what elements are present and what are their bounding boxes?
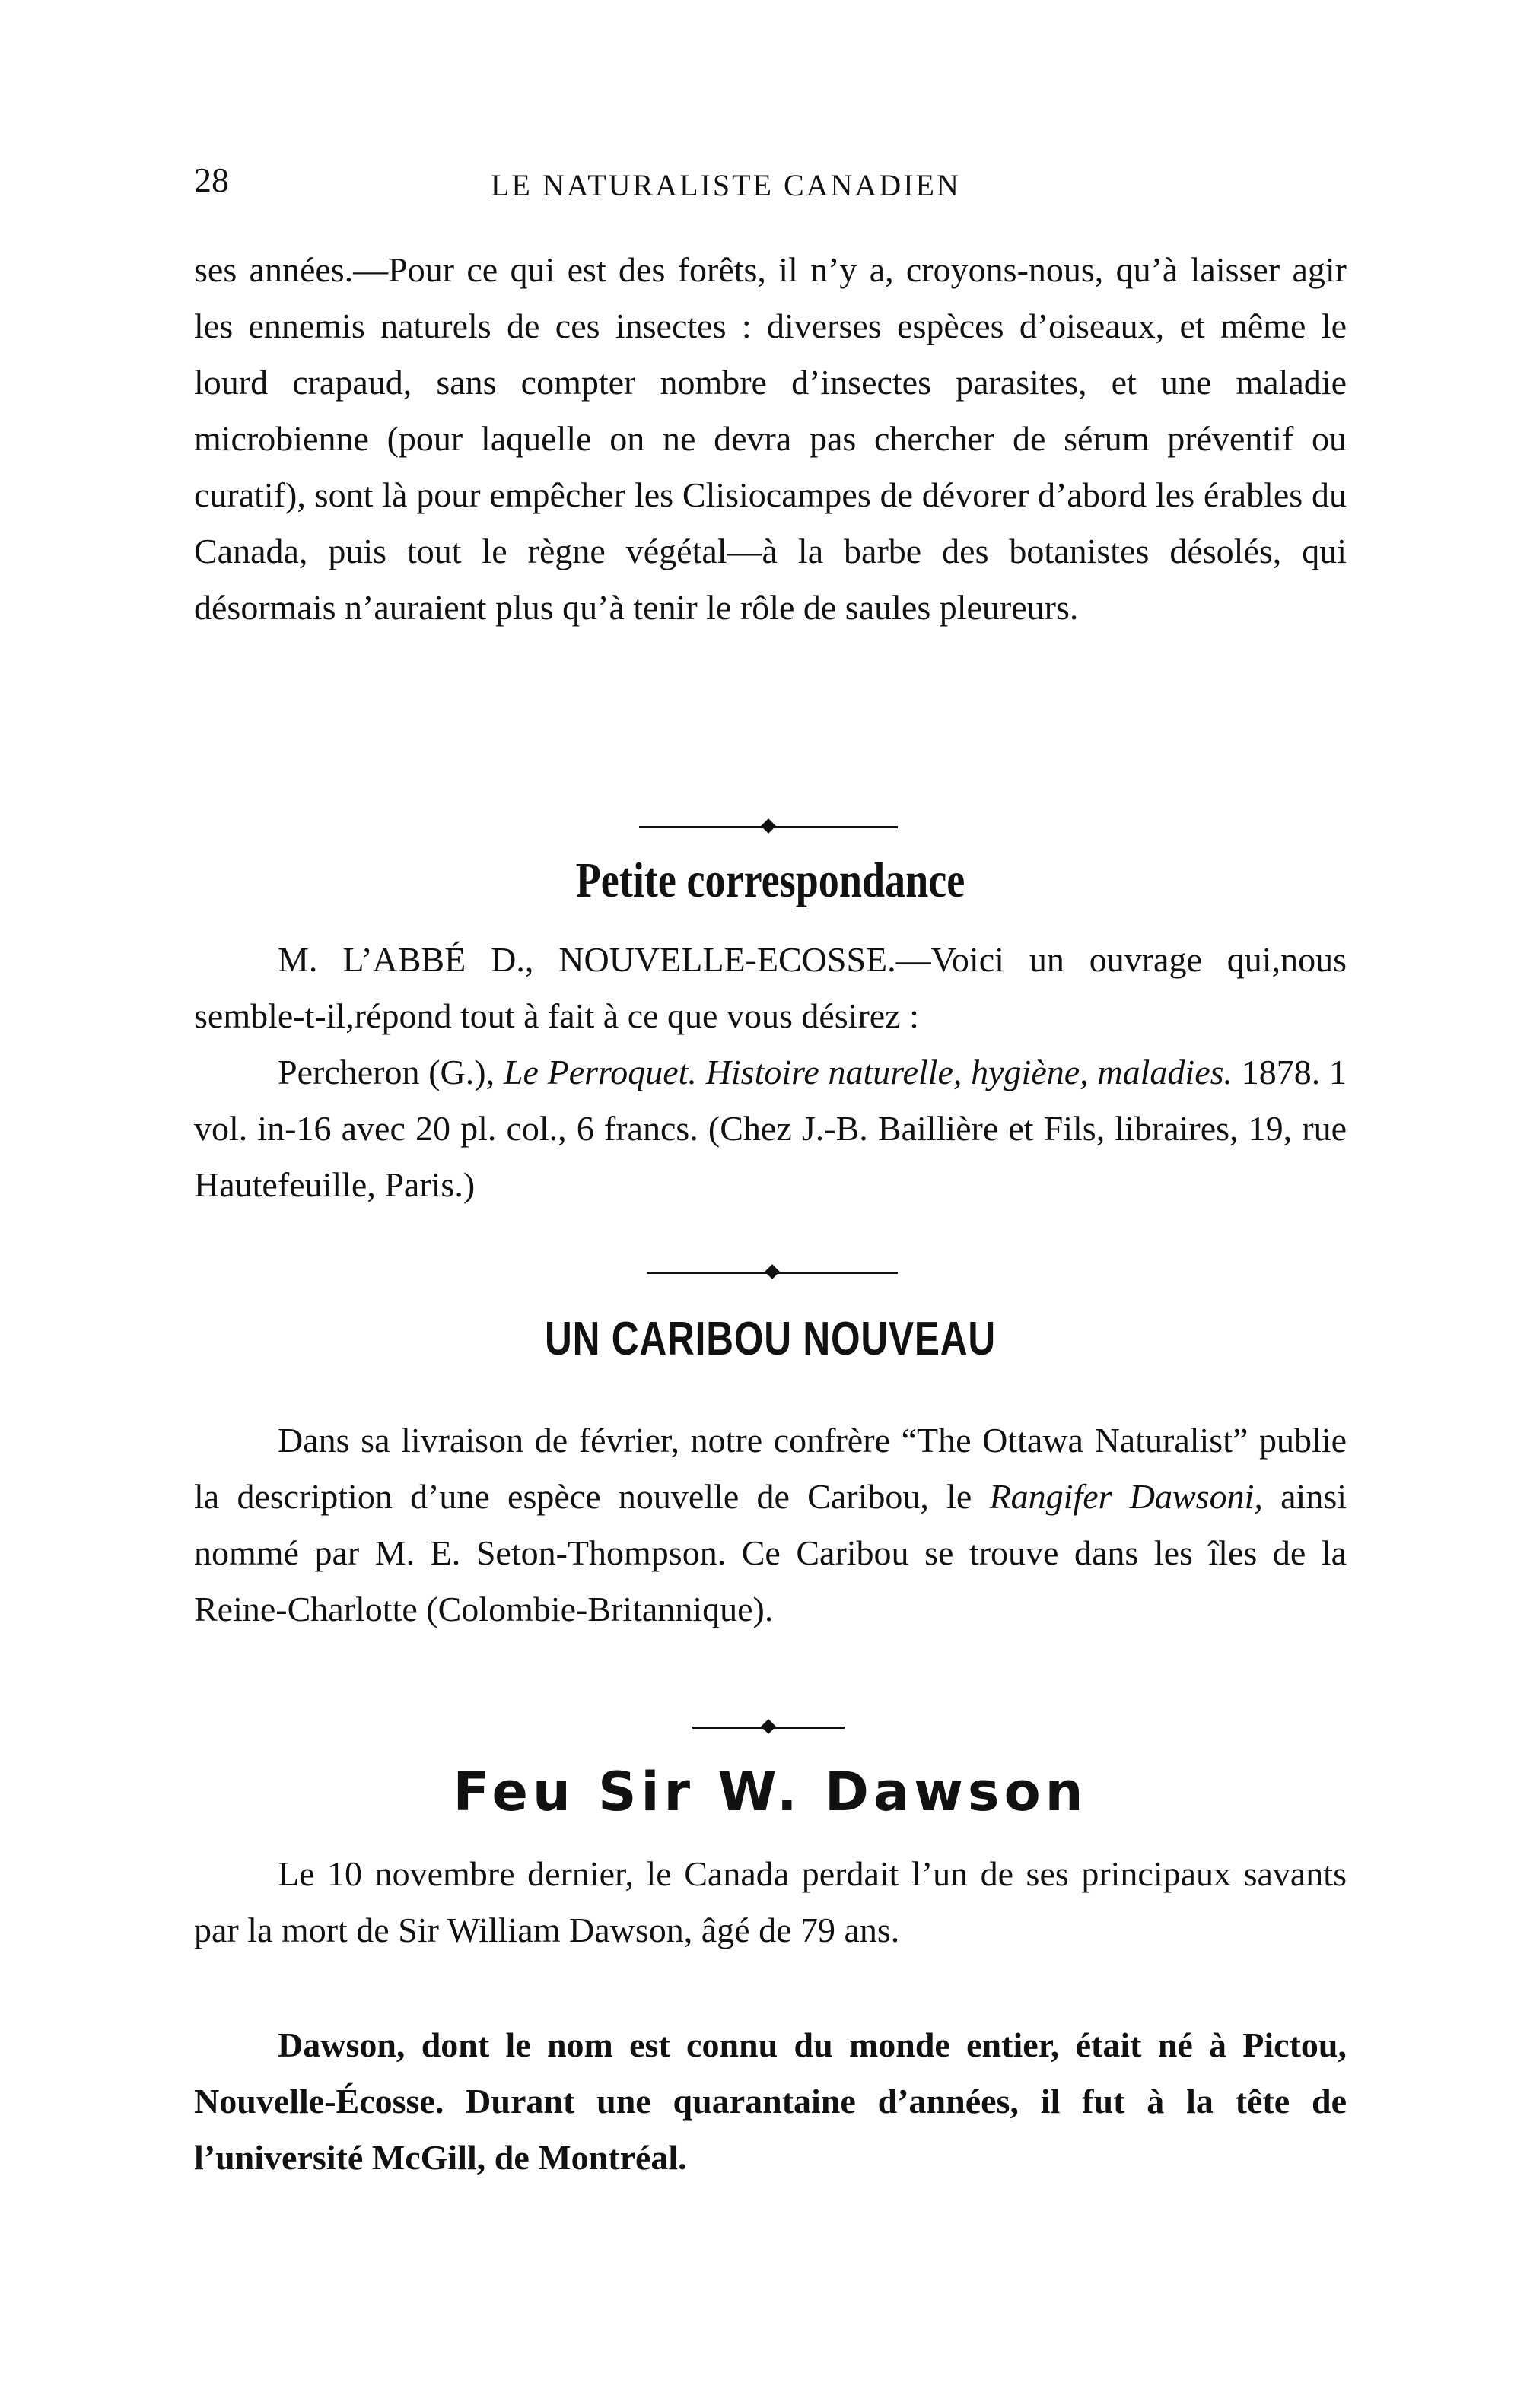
continuation-paragraph: ses années.—Pour ce qui est des forêts, il n’y a, croyons-nous, qu’à laisser agir les ennemis naturels de ces insectes : diverses espèces d’oiseaux, et même le lourd crapaud, sans compter nombre d’insectes parasites, et une maladie microbienne (pour laquelle on ne devra pas chercher de sérum préventif ou curatif), sont là pour empêcher les Clisiocampes de dévorer d’abord les érables du Canada, puis tout le règne végétal—à la barbe des botanistes désolés, qui désormais n’auraient plus qu’à tenir le rôle de saules pleureurs. [194,250,1347,627]
citation-title: Le Perroquet. Histoire naturelle, hygiène, maladies. [503,1053,1233,1091]
caribou-text-end: ainsi nommé par M. E. Seton-Thompson. Ce Caribou se trouve dans les îles de la Reine-Charlotte (Colombie-Britannique). [194,1477,1347,1628]
divider-diamond-icon [761,1719,776,1734]
citation-author: Percheron (G.), [278,1053,495,1091]
divider-diamond-icon [765,1264,780,1279]
heading-feu-sir-dawson: Feu Sir W. Dawson [453,1761,1088,1823]
species-name: Rangifer Dawsoni, [989,1477,1263,1516]
caribou-text-start: Dans sa livraison de février, notre confrère “The Ottawa Naturalist” publie la description d’une espèce nouvelle de Caribou, le [194,1421,1347,1516]
correspondance-text: —Voici un ouvrage qui,nous semble-t-il,répond tout à fait à ce que vous désirez : [194,940,1347,1035]
running-title: LE NATURALISTE CANADIEN [491,168,961,202]
addressee: M. L’ABBÉ D., NOUVELLE-ECOSSE. [278,940,896,979]
divider-diamond-icon [761,818,776,834]
dawson-paragraph-1: Le 10 novembre dernier, le Canada perdait l’un de ses principaux savants par la mort de Sir William Dawson, âgé de 79 ans. [194,1854,1347,1949]
correspondance-paragraph [194,932,1347,1044]
dawson-paragraph-2: Dawson, dont le nom est connu du monde entier, était né à Pictou, Nouvelle-Écosse. Durant une quarantaine d’années, il fut à la tête de l’université McGill, de Montréal. [194,2025,1347,2177]
citation-details: 1878. 1 vol. in-16 avec 20 pl. col., 6 francs. (Chez J.-B. Baillière et Fils, libraires, 19, rue Hautefeuille, Paris.) [194,1053,1347,1204]
heading-caribou-nouveau: UN CARIBOU NOUVEAU [544,1313,997,1365]
page-number: 28 [194,160,229,199]
section-divider [647,1272,898,1274]
page-header [194,160,1350,213]
section-divider [639,826,898,828]
citation-paragraph [194,1044,1347,1213]
caribou-paragraph [194,1412,1347,1638]
heading-petite-correspondance: Petite correspondance [575,853,965,908]
section-divider [692,1727,845,1729]
